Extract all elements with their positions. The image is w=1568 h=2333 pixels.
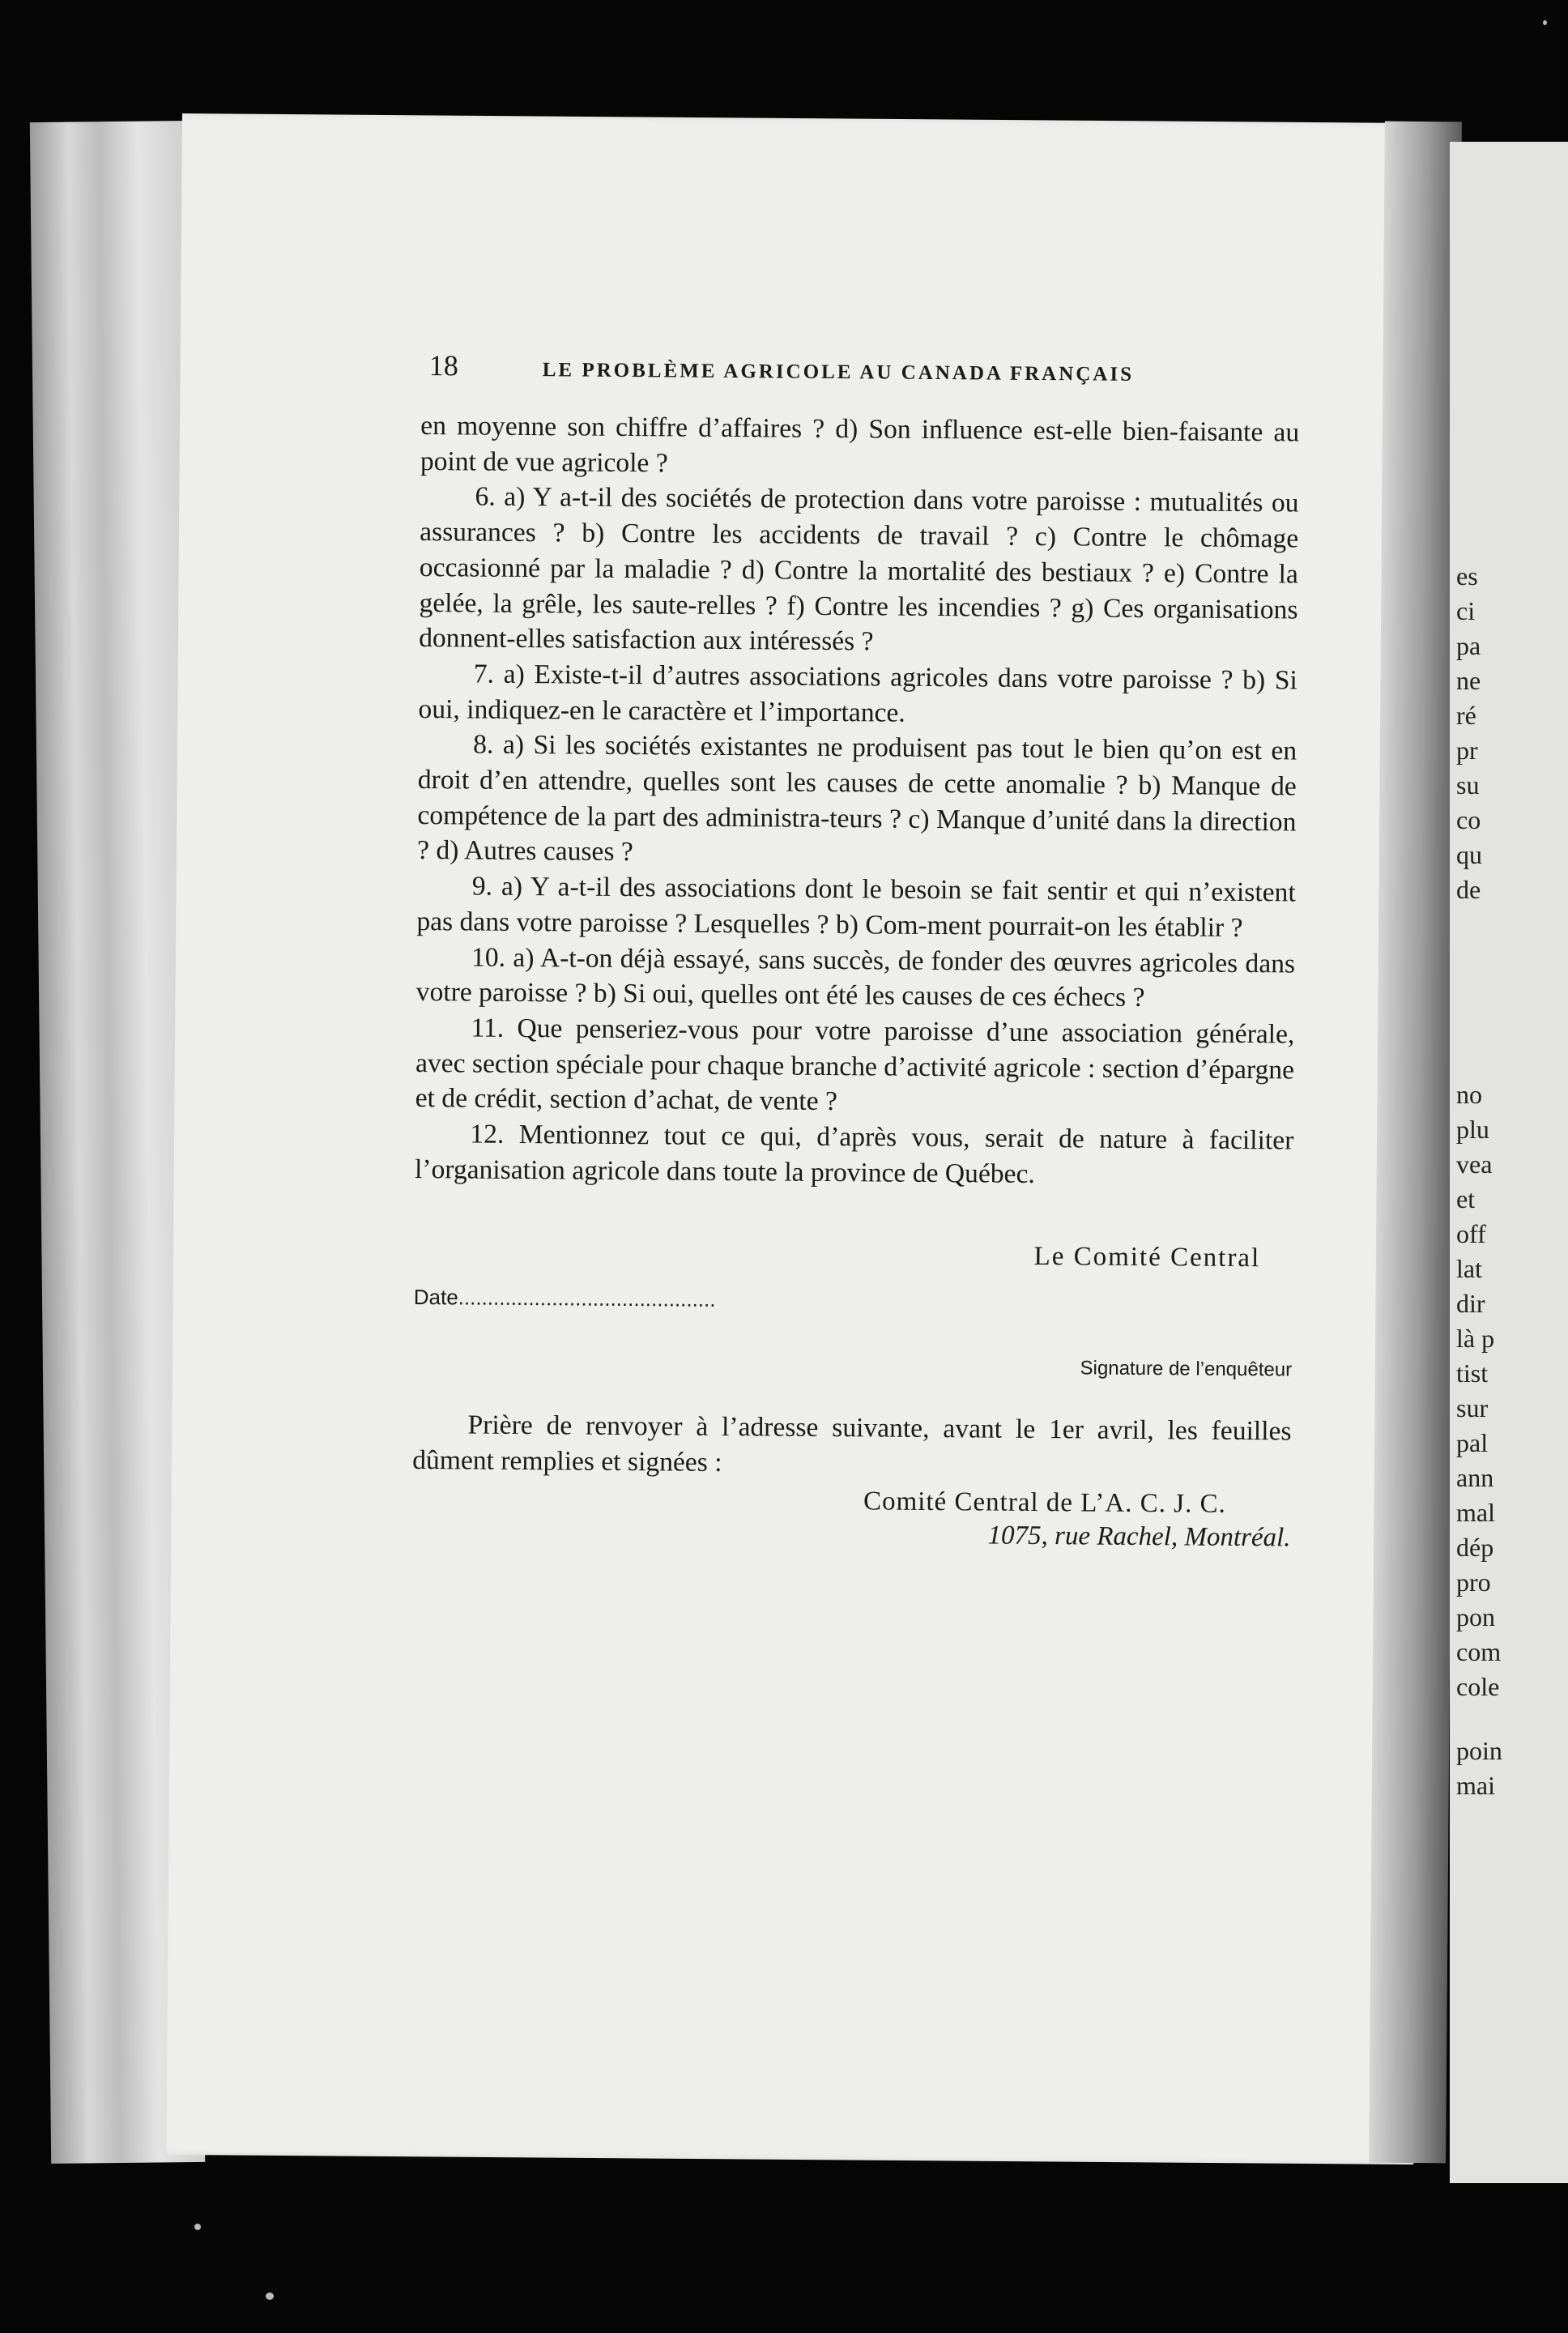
question-10: 10. a) A-t-on déjà essayé, sans succès, de fonder des œuvres agricoles dans votre paroisse ? b) Si oui, quelles ont été les causes de ces échecs ?	[415, 942, 1296, 1013]
question-6: 6. a) Y a-t-il des sociétés de protection dans votre paroisse : mutualités ou assurances ? b) Contre les accidents de travail ? c) Contre le chômage occasionné par la maladie ? d) Contre la mortalité des bestiaux ? e) Contre la gelée, la grêle, les saute-relles ? f) Contre les incendies ? g) Ces organisations donnent-elles satisfaction aux intéressés ?	[419, 481, 1299, 657]
facing-page-text: ann	[1456, 1463, 1494, 1492]
page-number: 18	[428, 349, 458, 382]
facing-page-text: pr	[1456, 736, 1478, 765]
facing-page-text: pro	[1456, 1567, 1491, 1597]
facing-page-text: tist	[1456, 1358, 1489, 1388]
return-instructions: Prière de renvoyer à l’adresse suivante, avant le 1er avril, les feuilles dûment remplies et signées :	[412, 1410, 1292, 1478]
facing-page-text: ne	[1456, 666, 1481, 695]
date-line	[414, 1285, 1293, 1317]
date-label: Date	[413, 1285, 458, 1310]
running-title: LE PROBLÈME AGRICOLE AU CANADA FRANÇAIS	[542, 359, 1135, 386]
facing-page-text: off	[1456, 1219, 1486, 1248]
facing-page-text: pa	[1456, 631, 1481, 660]
facing-page-text: plu	[1456, 1115, 1489, 1144]
facing-page-text: dép	[1456, 1533, 1494, 1562]
facing-page-text: là p	[1456, 1324, 1495, 1353]
paragraph: en moyenne son chiffre d’affaires ? d) Son influence est-elle bien-faisante au point de vue agricole ?	[420, 410, 1300, 479]
facing-page-text: co	[1456, 805, 1481, 834]
book-gutter-shadow	[1369, 122, 1462, 2164]
dust-speck	[1543, 20, 1547, 25]
facing-page-text: no	[1456, 1080, 1482, 1109]
facing-page-text: mal	[1456, 1498, 1495, 1527]
facing-page-text: pal	[1456, 1428, 1489, 1457]
facing-page-text: dir	[1456, 1289, 1485, 1318]
question-9: 9. a) Y a-t-il des associations dont le besoin se fait sentir et qui n’existent pas dans votre paroisse ? Lesquelles ? b) Com-ment pourrait-on les établir ?	[416, 871, 1296, 943]
facing-page-text: com	[1456, 1637, 1502, 1666]
return-address-street: 1075, rue Rachel, Montréal.	[987, 1521, 1291, 1553]
return-address-name: Comité Central de L’A. C. J. C.	[863, 1486, 1226, 1519]
facing-page-text: de	[1456, 875, 1481, 904]
facing-page-text: pon	[1456, 1602, 1495, 1631]
question-7: 7. a) Existe-t-il d’autres associations agricoles dans votre paroisse ? b) Si oui, indiquez-en le caractère et l’importance.	[418, 659, 1297, 728]
date-fill-dots: ............................................	[458, 1285, 716, 1312]
question-11: 11. Que penseriez-vous pour votre paroisse d’une association générale, avec section spéciale pour chaque branche d’activité agricole : section d’épargne et de crédit, section d’achat, de vente ?	[415, 1013, 1295, 1117]
dust-speck	[266, 2292, 274, 2300]
facing-page-text: poin	[1456, 1736, 1502, 1765]
facing-page-text: ré	[1456, 701, 1476, 730]
facing-page-text: cole	[1456, 1672, 1500, 1701]
facing-page-fragment	[1450, 142, 1568, 2183]
facing-page-text: mai	[1456, 1771, 1495, 1800]
facing-page-text: es	[1456, 561, 1478, 591]
question-12: 12. Mentionnez tout ce qui, d’après vous, serait de nature à faciliter l’organisation agricole dans toute la province de Québec.	[414, 1119, 1294, 1189]
facing-page-text: lat	[1456, 1254, 1482, 1283]
facing-page-text: vea	[1456, 1149, 1493, 1179]
committee-signature: Le Comité Central	[1033, 1242, 1261, 1273]
facing-page-text: qu	[1456, 840, 1482, 869]
page-header	[421, 348, 1300, 404]
investigator-signature-label: Signature de l’enquêteur	[1080, 1357, 1293, 1381]
question-8: 8. a) Si les sociétés existantes ne produisent pas tout le bien qu’on est en droit d’en attendre, quelles sont les causes de cette anomalie ? b) Manque de compétence de la part des administra-teurs ? c) Manque d’unité dans la direction ? d) Autres causes ?	[416, 729, 1297, 868]
facing-page-text: sur	[1456, 1393, 1489, 1422]
page-content	[411, 348, 1300, 1553]
dust-speck	[194, 2224, 201, 2230]
facing-page-text: ci	[1456, 596, 1476, 625]
facing-page-text: su	[1456, 770, 1480, 800]
facing-page-text: et	[1456, 1184, 1476, 1213]
